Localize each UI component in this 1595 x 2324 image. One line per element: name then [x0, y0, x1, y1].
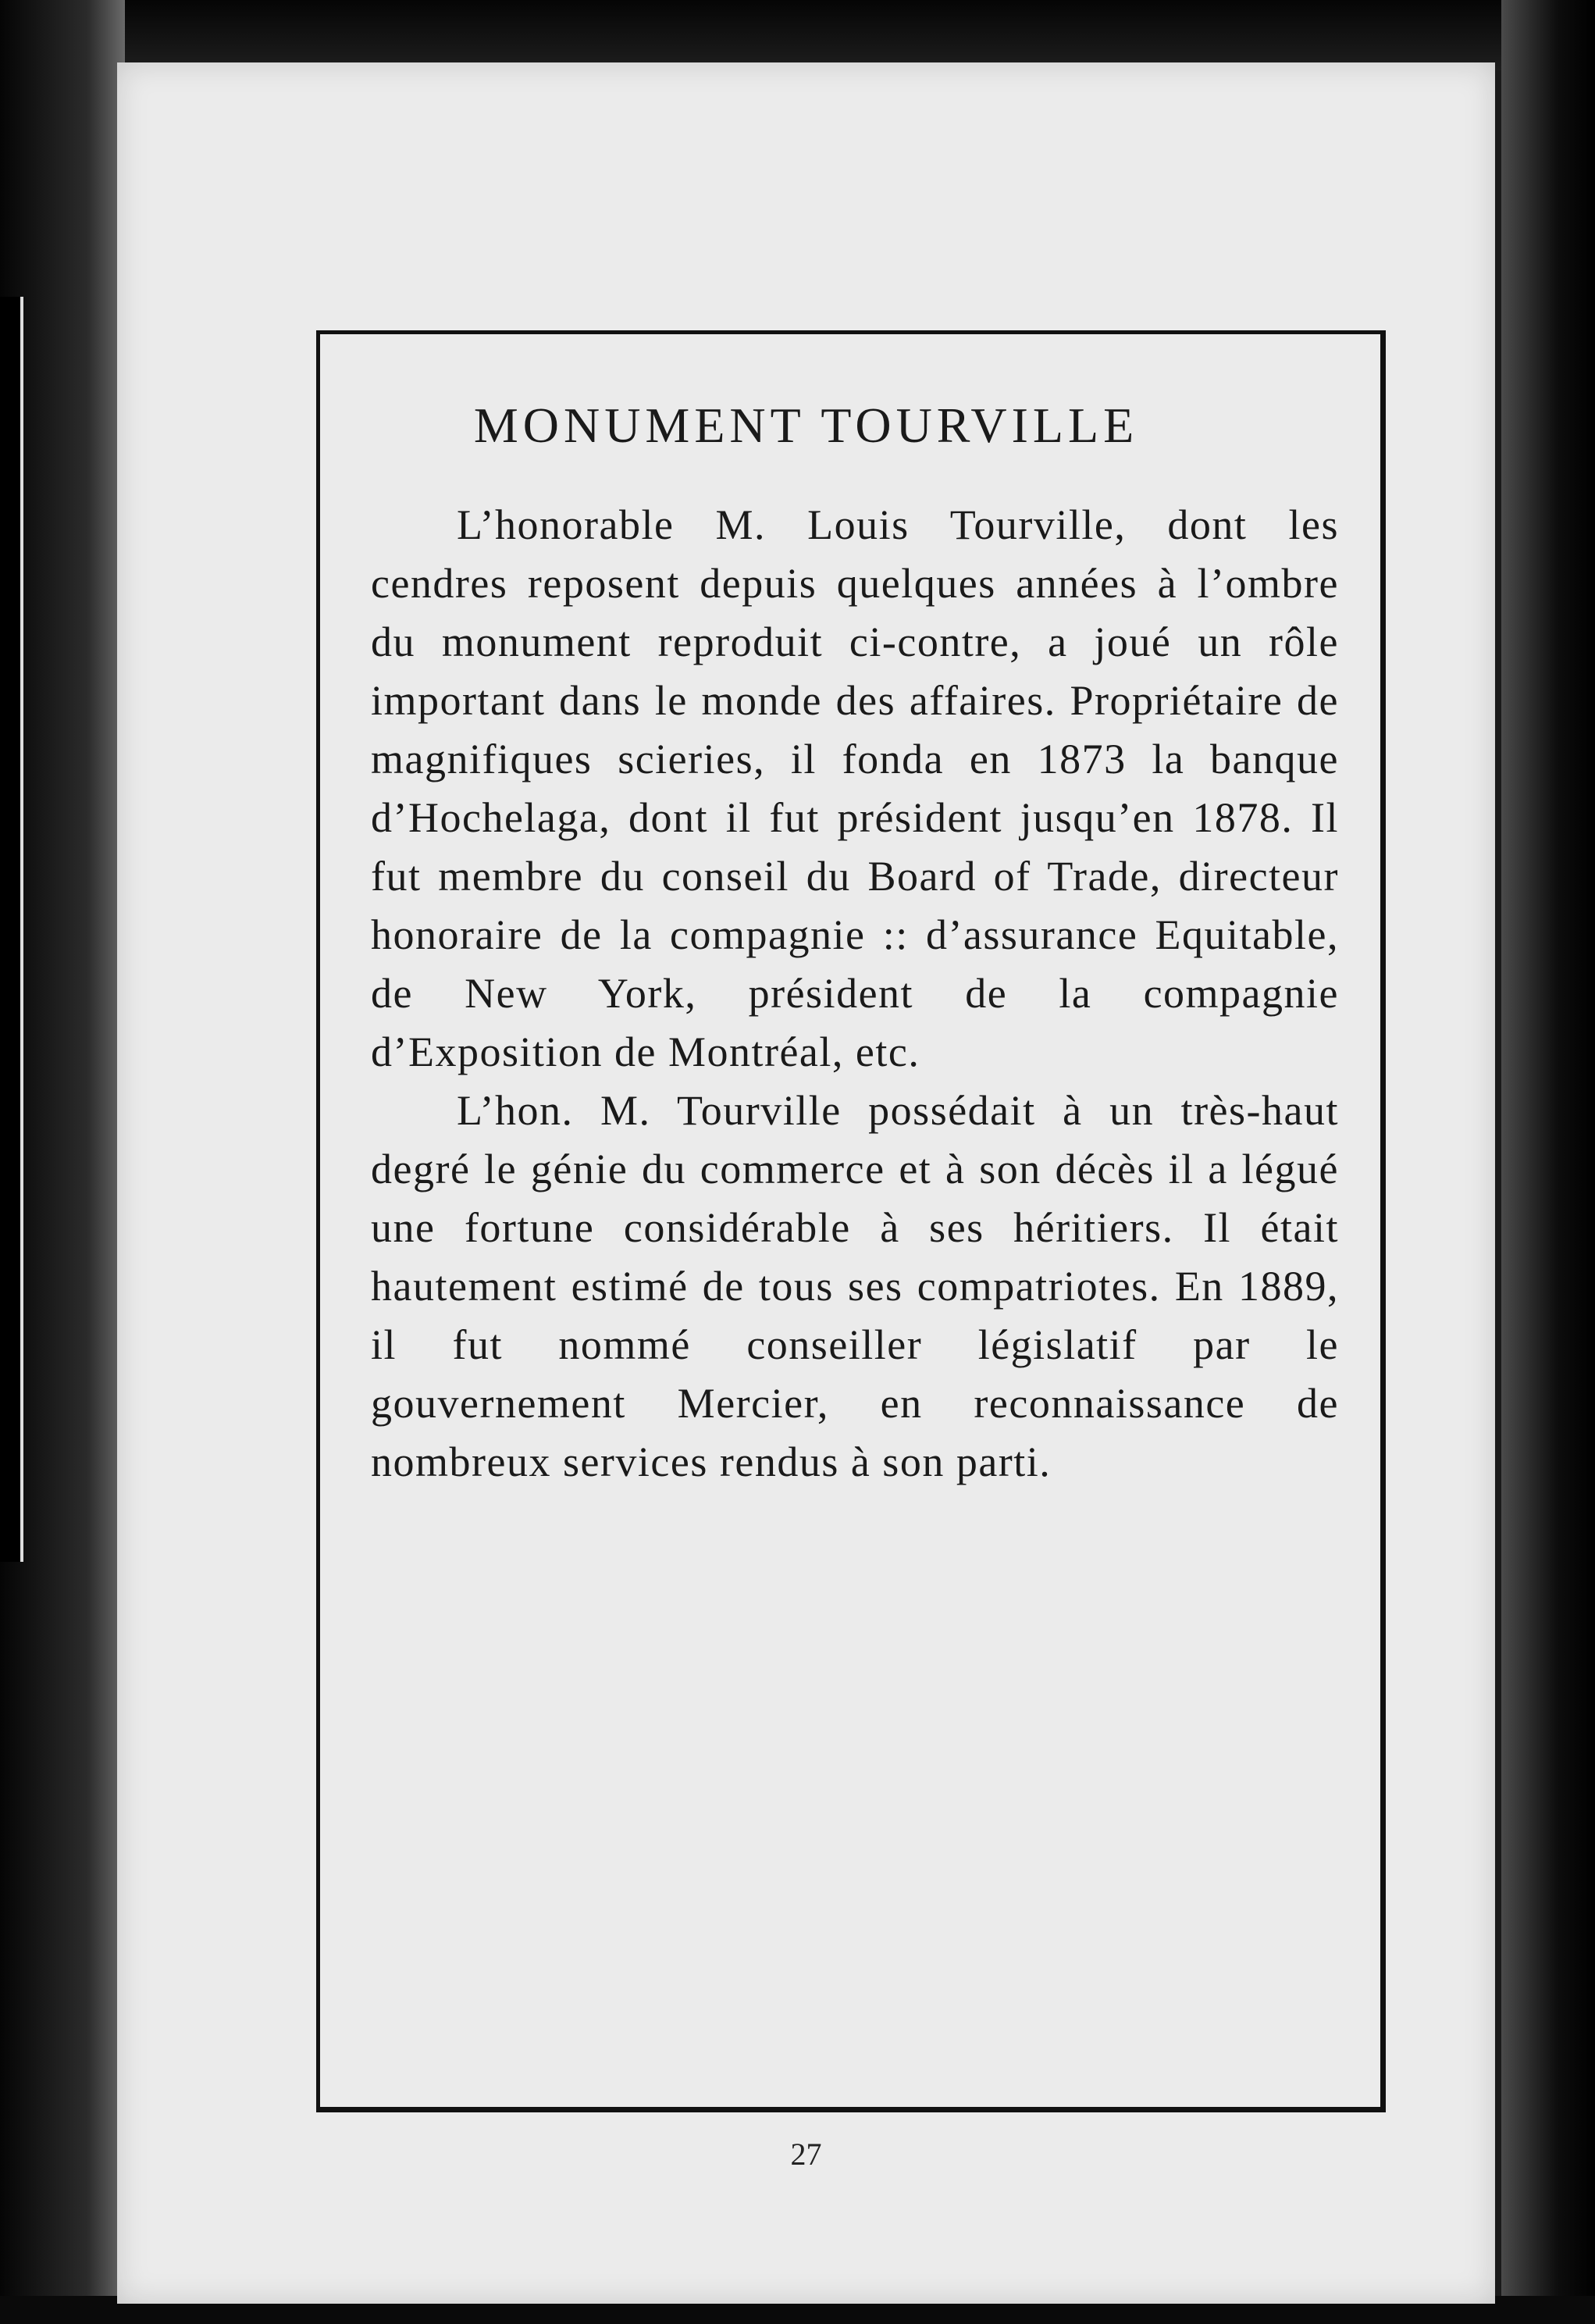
scan-border-right — [1501, 0, 1595, 2324]
book-spine-edge — [0, 297, 23, 1562]
page-number: 27 — [790, 2137, 822, 2172]
body-text — [371, 496, 1339, 1492]
book-page — [117, 62, 1495, 2304]
page-title: MONUMENT TOURVILLE — [473, 397, 1139, 453]
paragraph-1: L’honorable M. Louis Tourville, dont les cendres reposent depuis quelques années à l’ombre du monument reproduit ci-contre, a joué un rôle important dans le monde des affaires. Propriétaire de magnifiques scieries, il fonda en 1873 la banque d’Hochelaga, dont il fut président jusqu’en 1878. Il fut membre du conseil du Board of Trade, directeur honoraire de la compagnie :: d’assurance Equitable, de New York, président de la compagnie d’Exposition de Montréal, etc. — [371, 501, 1339, 1075]
paragraph-2: L’hon. M. Tourville possédait à un très-haut degré le génie du commerce et à son décès il a légué une fortune considérable à ses héritiers. Il était hautement estimé de tous ses compatriotes. En 1889, il fut nommé conseiller législatif par le gouvernement Mercier, en reconnaissance de nombreux services rendus à son parti. — [371, 1087, 1339, 1485]
scan-border-top — [0, 0, 1595, 70]
